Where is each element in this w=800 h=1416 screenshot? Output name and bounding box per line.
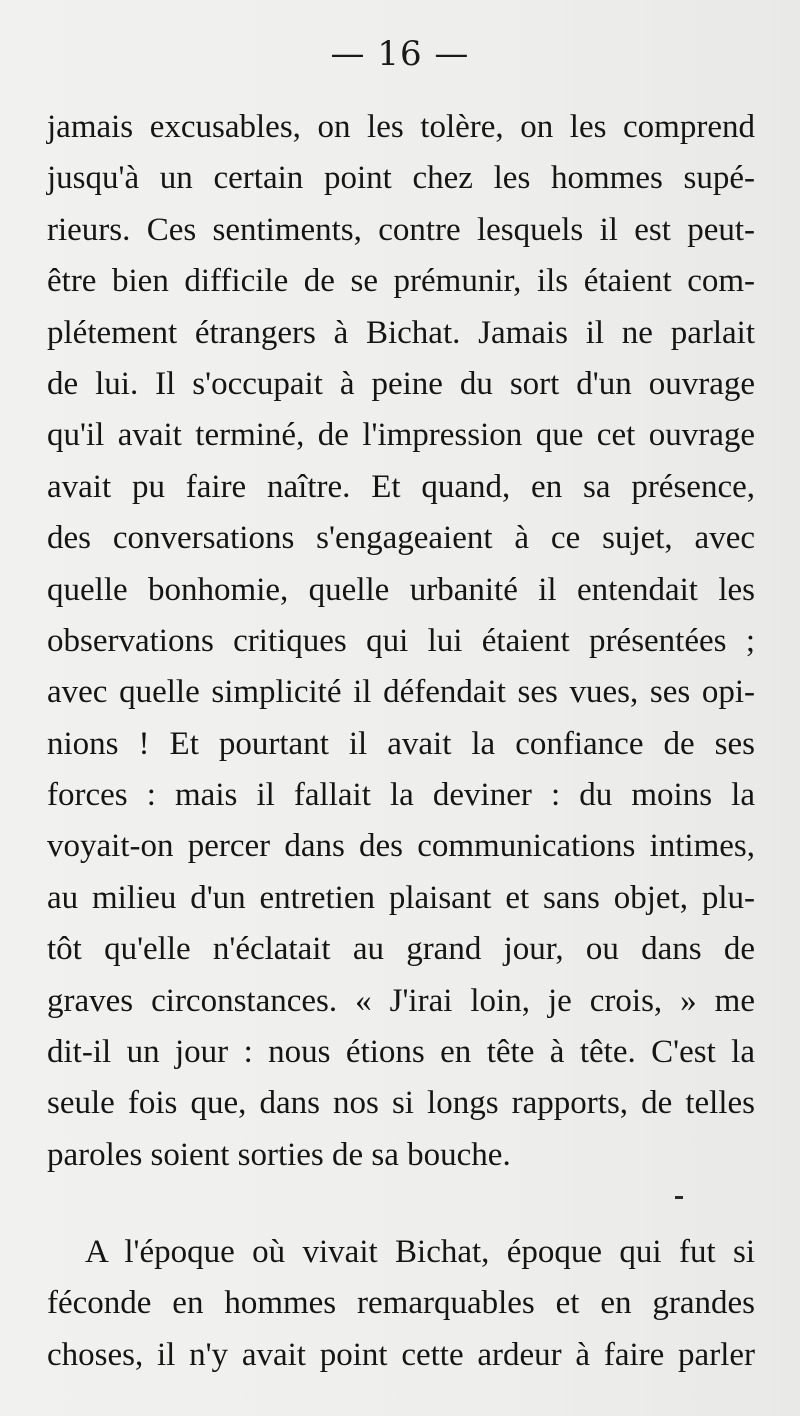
text-line: dit-il un jour : nous étions en tête à tête. C'est la: [47, 1034, 755, 1071]
text-line: observations critiques qui lui étaient présentées ;: [47, 622, 755, 659]
text-line: avec quelle simplicité il défendait ses vues, ses opi-: [47, 674, 755, 711]
text-line: jamais excusables, on les tolère, on les comprend: [47, 109, 755, 145]
text-line: qu'il avait terminé, de l'impression que cet ouvrage: [47, 417, 755, 454]
text-line: paroles soient sorties de sa bouche.: [47, 1136, 511, 1173]
text-line: forces : mais il fallait la deviner : du moins la: [47, 777, 755, 814]
text-line: au milieu d'un entretien plaisant et sans objet, plu-: [47, 879, 755, 916]
text-line: nions ! Et pourtant il avait la confiance de ses: [47, 725, 755, 762]
paragraph-2: [47, 1227, 755, 1381]
text-line: tôt qu'elle n'éclatait au grand jour, ou dans de: [47, 931, 755, 968]
text-line: A l'époque où vivait Bichat, époque qui fut si: [85, 1234, 755, 1270]
section-divider-mark: [675, 1196, 683, 1199]
text-line: être bien difficile de se prémunir, ils étaient com-: [47, 263, 755, 300]
text-line: seule fois que, dans nos si longs rapports, de telles: [47, 1085, 755, 1122]
page-number: — 16 —: [330, 34, 470, 74]
text-line: graves circonstances. « J'irai loin, je crois, » me: [47, 982, 755, 1019]
text-line: de lui. Il s'occupait à peine du sort d'un ouvrage: [47, 365, 755, 402]
text-line: des conversations s'engageaient à ce sujet, avec: [47, 520, 755, 557]
paragraph-1: [47, 102, 755, 1181]
text-line: avait pu faire naître. Et quand, en sa présence,: [47, 468, 755, 505]
text-line: rieurs. Ces sentiments, contre lesquels il est peut-: [47, 211, 755, 248]
text-line: jusqu'à un certain point chez les hommes supé-: [47, 160, 755, 197]
text-line: plétement étrangers à Bichat. Jamais il ne parlait: [47, 314, 755, 351]
text-line: féconde en hommes remarquables et en grandes: [47, 1285, 755, 1322]
text-line: choses, il n'y avait point cette ardeur à faire parler: [47, 1336, 755, 1373]
text-line: quelle bonhomie, quelle urbanité il entendait les: [47, 571, 755, 608]
text-line: voyait-on percer dans des communications intimes,: [47, 828, 755, 865]
